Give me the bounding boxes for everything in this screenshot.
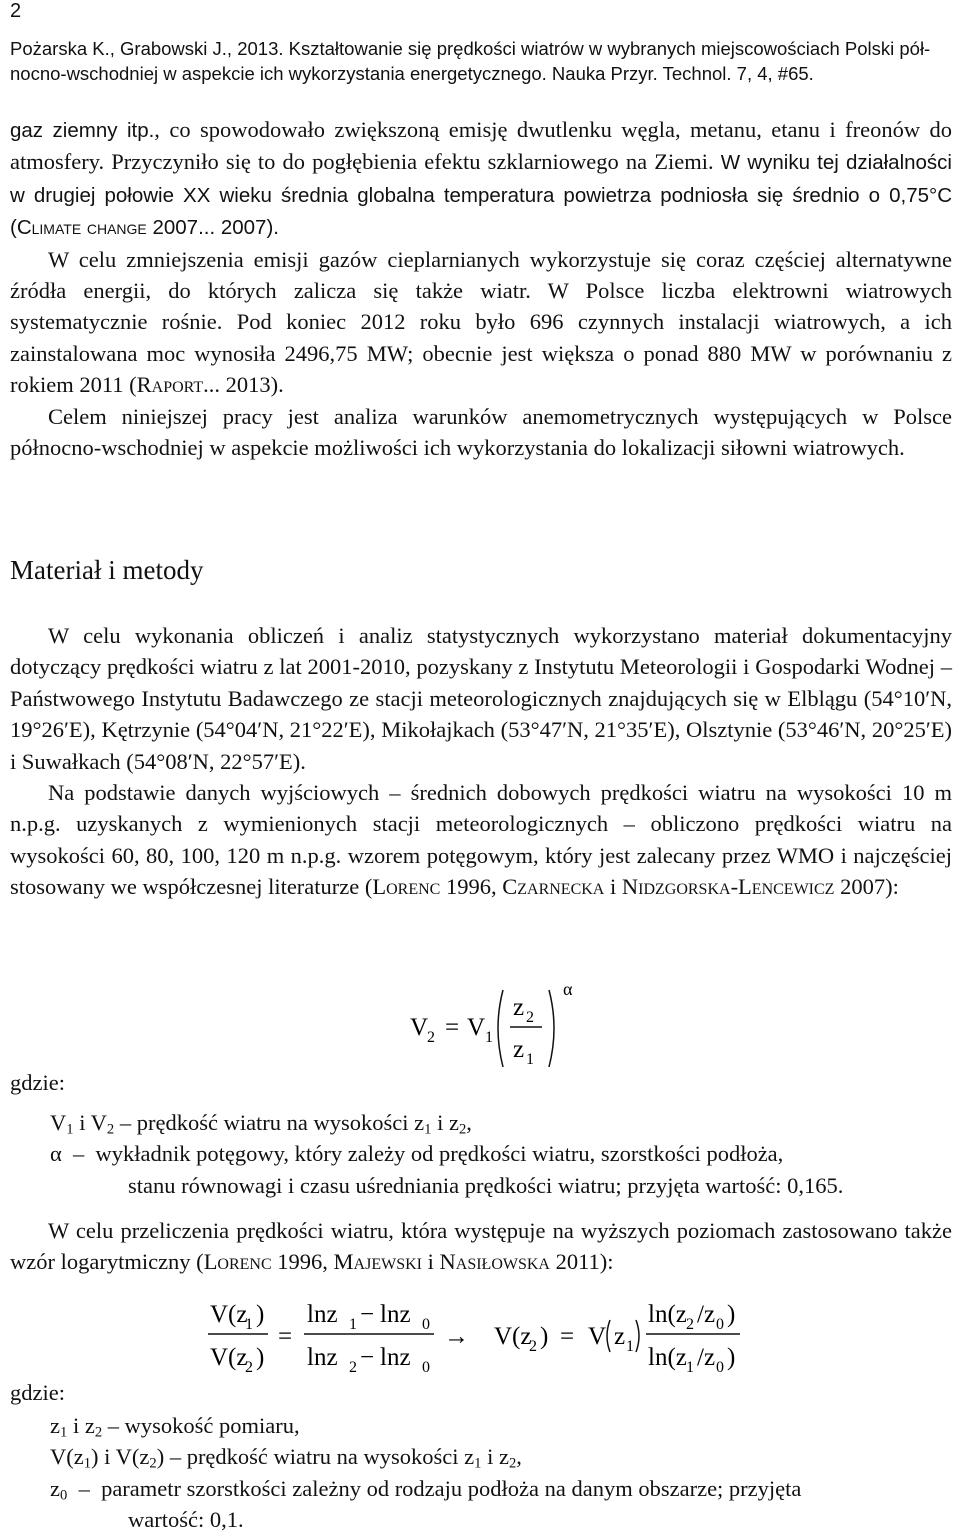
formula1-v2-sub: 2 (427, 1029, 435, 1046)
f2-frac-den-sub2: 0 (716, 1359, 724, 1376)
f2-rhs-b-sub: 1 (626, 1338, 634, 1355)
f2-lhs-den-close: ) (256, 1344, 265, 1371)
f2-frac-num-sub2: 0 (716, 1316, 724, 1333)
f2-frac-num-mid: /z (697, 1301, 716, 1328)
definition-v1-v2: $V_1$ i $V_2$ – prędkość wiatru na wysokości $z_1$ i $z_2$, (50, 1110, 472, 1138)
where-label-2: gdzie: (10, 1380, 65, 1405)
methods-paragraph-3: W celu przeliczenia prędkości wiatru, która występuje na wyższych poziomach zastosowano także wzór logarytmiczny (Lorenc 1996, Majewski i Nasiłowska 2011): (10, 1218, 952, 1275)
log-law-formula (208, 1290, 778, 1390)
definition-alpha: α – wykładnik potęgowy, który zależy od prędkości wiatru, szorstkości podłoża, (50, 1141, 784, 1167)
citation-line-2: nocno-wschodniej w aspekcie ich wykorzystania energetycznego. Nauka Przyr. Technol. 7, 4, #65. (10, 63, 814, 84)
f2-frac-den-close: ) (727, 1344, 736, 1371)
f2-rhs-close-paren (636, 1320, 639, 1352)
intro-section (10, 114, 952, 463)
f2-rhs-open-paren (607, 1320, 610, 1352)
intro-paragraph-2: W celu zmniejszenia emisji gazów cieplarnianych wykorzystuje się coraz częściej alternatywne źródła energii, do których zalicza się także wiatr. W Polsce liczba elektrowni wiatrowych systematycznie rośnie. Pod koniec 2012 roku było 696 czynnych instalacji wiatrowych, a ich zainstalowana moc wynosiła 2496,75 MW; obecnie jest większa o ponad 880 MW w porównaniu z rokiem 2011 (Raport... 2013). (10, 246, 953, 398)
f2-mid-den-sub-b: 0 (422, 1359, 430, 1376)
f2-lhs-den-sub: 2 (245, 1359, 253, 1376)
f2-arrow: → (444, 1323, 469, 1350)
citation-header (10, 36, 950, 86)
intro-paragraph-3: Celem niniejszej pracy jest analiza warunków anemometrycznych występujących w Polsce północno-wschodniej w aspekcie możliwości ich wykorzystania do lokalizacji siłowni wiatrowych. (10, 403, 952, 461)
methods-paragraph-1: W celu wykonania obliczeń i analiz statystycznych wykorzystano materiał dokumentacyjny dotyczący prędkości wiatru z lat 2001-2010, pozyskany z Instytutu Meteorologii i Gospodarki Wodnej – Państwowego Instytutu Badawczego ze stacji meteorologicznych znajdujących się w Elblągu (54°10′N, 19°26′E), Kętrzynie (54°04′N, 21°22′E), Mikołajkach (53°47′N, 21°35′E), Olsztynie (53°46′N, 20°25′E) i Suwałkach (54°08′N, 22°57′E). (10, 623, 952, 774)
formula1-exponent: α (563, 979, 573, 999)
f2-lhs-num-sub: 1 (245, 1316, 253, 1333)
power-law-formula (405, 975, 605, 1075)
f2-mid-num-sub-a: 1 (349, 1316, 357, 1333)
f2-lhs-num: V(z (210, 1301, 248, 1328)
where-label-1: gdzie: (10, 1070, 65, 1095)
formula1-z-num: z (513, 994, 525, 1021)
f2-mid-num-sub-b: 0 (422, 1316, 430, 1333)
f2-rhs-a-close: ) (540, 1323, 549, 1350)
methods-paragraph-3-wrap (10, 1215, 952, 1278)
methods-paragraph-2: Na podstawie danych wyjściowych – średnich dobowych prędkości wiatru na wysokości 10 m n.p.g. uzyskanych z wymienionych stacji meteorologicznych – obliczono prędkości wiatru na wysokości 60, 80, 100, 120 m n.p.g. wzorem potęgowym, który jest zalecany przez WMO i najczęściej stosowany we współczesnej literaturze (Lorenc 1996, Czarnecka i Nidzgorska-Lencewicz 2007): (10, 780, 952, 900)
definition-vz1-vz2: $V(z_1)$ i $V(z_2)$ – prędkość wiatru na wysokości $z_1$ i $z_2$, (50, 1444, 522, 1473)
definition-z0: $z_0$ – parametr szorstkości zależny od rodzaju podłoża na danym obszarze; przyjęta (50, 1475, 802, 1504)
f2-frac-den: ln(z (648, 1344, 687, 1371)
f2-frac-den-sub1: 1 (686, 1359, 694, 1376)
formula1-v1-sub: 1 (485, 1029, 493, 1046)
f2-equals-2: = (560, 1323, 575, 1350)
citation-line-1: Pożarska K., Grabowski J., 2013. Kształtowanie się prędkości wiatrów w wybranych miejscowościach Polski pół- (10, 38, 931, 59)
definition-alpha-cont: stanu równowagi i czasu uśredniania prędkości wiatru; przyjęta wartość: 0,165. (128, 1172, 844, 1198)
formula1-left-paren (498, 990, 503, 1067)
f2-frac-num-close: ) (727, 1301, 736, 1328)
definition-z1-z2: $z_1$ i $z_2$ – wysokość pomiaru, (50, 1413, 300, 1441)
formula1-equals: = (445, 1014, 460, 1041)
f2-mid-num-a: lnz (307, 1301, 338, 1328)
formula1-z-num-sub: 2 (526, 1009, 534, 1026)
formula1-z-den-sub: 1 (526, 1051, 534, 1068)
f2-mid-den-b: lnz (380, 1344, 411, 1371)
intro-paragraph-1: gaz ziemny itp., co spowodowało zwiększoną emisję dwutlenku węgla, metanu, etanu i freonów do atmosfery. Przyczyniło się to do pogłębienia efektu szklarniowego na Ziemi. W wyniku tej działalności w drugiej połowie XX wieku średnia globalna temperatura powietrza podniosła się średnio o 0,75°C (Climate change 2007... 2007). (10, 117, 952, 240)
f2-mid-den-a: lnz (307, 1344, 338, 1371)
f2-rhs-a: V(z (494, 1323, 532, 1350)
formula1-right-paren (549, 990, 554, 1067)
definition-list-2 (50, 1410, 952, 1536)
f2-rhs-b-arg: z (614, 1323, 626, 1350)
document-page (10, 0, 952, 1537)
f2-equals-1: = (278, 1323, 293, 1350)
formula1-v2: V (410, 1014, 429, 1041)
f2-rhs-a-sub: 2 (529, 1338, 537, 1355)
f2-rhs-b: V (588, 1323, 607, 1350)
f2-frac-num-sub1: 2 (686, 1316, 694, 1333)
definition-list-1 (50, 1107, 952, 1201)
page-number: 2 (10, 0, 22, 22)
f2-frac-num: ln(z (648, 1301, 687, 1328)
f2-lhs-den: V(z (210, 1344, 248, 1371)
f2-mid-num-b: lnz (380, 1301, 411, 1328)
f2-mid-den-minus: − (360, 1344, 375, 1371)
methods-section (10, 620, 952, 903)
f2-frac-den-mid: /z (697, 1344, 716, 1371)
section-heading: Materiał i metody (10, 555, 204, 585)
f2-mid-num-minus: − (360, 1301, 375, 1328)
formula1-z-den: z (513, 1036, 525, 1063)
f2-lhs-num-close: ) (256, 1301, 265, 1328)
f2-mid-den-sub-a: 2 (349, 1359, 357, 1376)
formula1-v1: V (467, 1014, 486, 1041)
definition-z0-cont: wartość: 0,1. (128, 1507, 244, 1533)
